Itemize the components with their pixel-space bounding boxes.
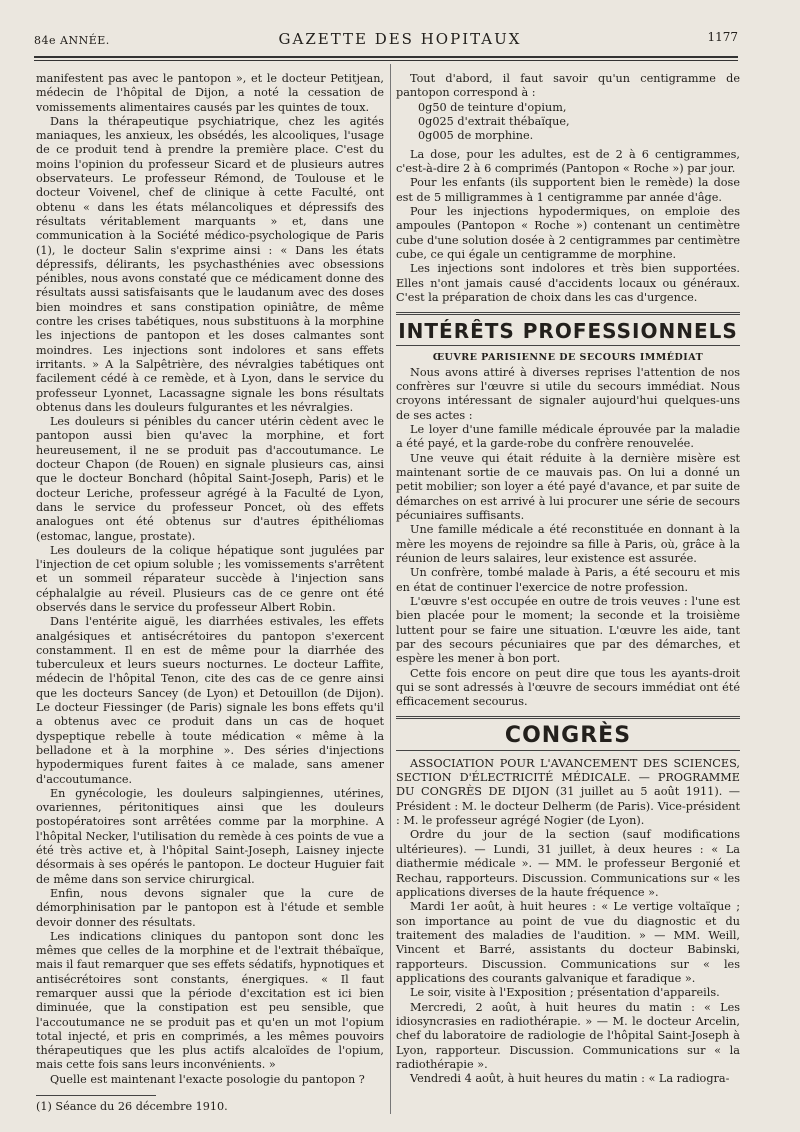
section-rule-thin (396, 345, 740, 346)
paragraph: Mardi 1er août, à huit heures : « Le vertige voltaïque ; son importance au point de vue du diagnostic et du traitement des maladies de l'audition. » — MM. Weill, Vincent et Barré, assistants du docteur Babinski, rapporteurs. Discussion. Communications sur « les applications des courants galvanique et faradique ». (396, 900, 740, 985)
paragraph: Pour les injections hypodermiques, on emploie des ampoules (Pantopon « Roche ») contenant un centimètre cube d'une solution dosée à 2 centigrammes par centimètre cube, ce qui égale un centigramme de morphine. (396, 205, 740, 262)
page-number: 1177 (707, 30, 738, 44)
header-year: 84e ANNÉE. (34, 34, 110, 47)
congress-lead: ASSOCIATION POUR L'AVANCEMENT DES SCIENCES, SECTION D'ÉLECTRICITÉ MÉDICALE. — PROGRAMME DU CONGRÈS DE DIJON (31 juillet au 5 août 1911). — Président : M. le docteur Delherm (de Paris). Vice-président : M. le professeur agrégé Nogier (de Lyon). (396, 756, 740, 828)
column-divider (390, 64, 391, 1114)
paragraph: Le soir, visite à l'Exposition ; présentation d'appareils. (410, 986, 720, 1000)
footnote: (1) Séance du 26 décembre 1910. (36, 1100, 228, 1114)
section-rule (396, 716, 740, 719)
paragraph: Nous avons attiré à diverses reprises l'attention de nos confrères sur l'œuvre si utile du secours immédiat. Nous croyons intéressant de signaler aujourd'hui quelques-uns de ses actes : (396, 365, 740, 422)
paragraph: Dans l'entérite aiguë, les diarrhées estivales, les effets analgésiques et antisécrétoires du pantopon s'exercent constamment. Il en est de même pour la diarrhée des tuberculeux et leurs sueurs nocturnes. Le docteur Laffite, médecin de l'hôpital Tenon, cite des cas de ce genre ainsi que les docteurs Sancey (de Lyon) et Detouillon (de Dijon). Le docteur Fiessinger (de Paris) signale les bons effets qu'il a obtenus avec ce produit dans un cas de hoquet dyspeptique rebelle à toute médication « même à la belladone et à la morphine ». Des séries d'injections hypodermiques furent faites à ce malade, sans amener d'accoutumance. (36, 615, 384, 786)
paragraph: L'œuvre s'est occupée en outre de trois veuves : l'une est bien placée pour le moment; la seconde et la troisième luttent pour se faire une situation. L'œuvre les aide, tant par des secours pécuniaires que par des démarches, et espère les mener à bon port. (396, 595, 740, 666)
paragraph: manifestent pas avec le pantopon », et le docteur Petitjean, médecin de l'hôpital de Dijon, a noté la cessation de vomissements alimentaires causés par les quintes de toux. (36, 72, 384, 114)
section-subtitle: ŒUVRE PARISIENNE DE SECOURS IMMÉDIAT (432, 351, 704, 363)
paragraph: Les douleurs de la colique hépatique sont jugulées par l'injection de cet opium soluble ; les vomissements s'arrêtent et un sommeil réparateur succède à l'injection sans céphalalgie au réveil. Plusieurs cas de ce genre ont été observés dans le service du professeur Albert Robin. (36, 543, 384, 614)
paragraph: Une veuve qui était réduite à la dernière misère est maintenant sortie de ce mauvais pas. On lui a donné un petit mobilier; son loyer a été payé d'avance, et par suite de démarches on est arrivé à lui procurer une série de secours pécuniaires suffisants. (396, 451, 740, 522)
dose-item: 0g005 de morphine. (418, 129, 534, 143)
section-rule-thin (396, 750, 740, 751)
dose-list (396, 101, 740, 144)
paragraph: Pour les enfants (ils supportent bien le remède) la dose est de 5 milligrammes à 1 centigramme par année d'âge. (396, 176, 740, 204)
paragraph: Les indications cliniques du pantopon sont donc les mêmes que celles de la morphine et de l'extrait thébaïque, mais il faut remarquer que ses effets sédatifs, hypnotiques et antisécrétoires sont constants, énergiques. « Il faut remarquer aussi que la période d'excitation est ici bien diminuée, que la constipation est peu sensible, que l'accoutumance ne se produit pas et qu'en un mot l'opium total injecté, et pris en comprimés, a les mêmes pouvoirs thérapeutiques que les plus actifs alcaloïdes de l'opium, mais cette fois sans leurs inconvénients. » (36, 929, 384, 1072)
paragraph: Dans la thérapeutique psychiatrique, chez les agités maniaques, les anxieux, les obsédés, les alcooliques, l'usage de ce produit tend à prendre la première place. C'est du moins l'opinion du professeur Sicard et de plusieurs autres observateurs. Le professeur Rémond, de Toulouse et le docteur Voivenel, chef de clinique à cette Faculté, ont obtenu « dans les états mélancoliques et dépressifs des résultats véritablement marquants » et, dans une communication à la Société médico-psychologique de Paris (1), le docteur Salin s'exprime ainsi : « Dans les états dépressifs, délirants, les psychasthénies avec obsessions pénibles, nous avons constaté que ce médicament donne des résultats aussi satisfaisants que le laudanum avec des doses bien moindres et sans constipation opiniâtre, de même contre les crises tabétiques, nous substituons à la morphine les injections de pantopon et les doses calmantes sont moindres. Les injections sont indolores et sans effets irritants. » A la Salpêtrière, des névralgies tabétiques ont facilement cédé à ce remède, et à Lyon, dans le service du professeur Lyonnet, Lacassagne signale les bons résultats obtenus dans les douleurs fulgurantes et les névralgies. (36, 114, 384, 414)
left-column (36, 72, 384, 1114)
header-rule-thin (34, 60, 738, 61)
dose-item: 0g025 d'extrait thébaïque, (418, 115, 570, 129)
paragraph: Mercredi, 2 août, à huit heures du matin : « Les idiosyncrasies en radiothérapie. » — M. le docteur Arcelin, chef du laboratoire de radiologie de l'hôpital Saint-Joseph à Lyon, rapporteur. Discussion. Communications sur « la radiothérapie ». (396, 1000, 740, 1071)
paragraph: Tout d'abord, il faut savoir qu'un centigramme de pantopon correspond à : (396, 72, 740, 100)
paragraph: Les injections sont indolores et très bien supportées. Elles n'ont jamais causé d'accidents locaux ou généraux. C'est la préparation de choix dans les cas d'urgence. (396, 262, 740, 305)
paragraph: Enfin, nous devons signaler que la cure de démorphinisation par le pantopon est à l'étude et semble devoir donner des résultats. (36, 886, 384, 929)
dose-item: 0g50 de teinture d'opium, (418, 100, 567, 114)
section-title: CONGRÈS (504, 722, 632, 748)
section-rule (396, 312, 740, 315)
paragraph: Cette fois encore on peut dire que tous les ayants-droit qui se sont adressés à l'œuvre de secours immédiat ont été efficacement secourus. (396, 666, 740, 709)
paragraph: Quelle est maintenant l'exacte posologie du pantopon ? (50, 1072, 365, 1086)
paragraph: Ordre du jour de la section (sauf modifications ultérieures). — Lundi, 31 juillet, à deux heures : « La diathermie médicale ». — MM. le professeur Bergonié et Rechau, rapporteurs. Discussion. Communications sur « les applications diverses de la haute fréquence ». (396, 828, 740, 899)
header-rule (34, 56, 738, 58)
paragraph: Vendredi 4 août, à huit heures du matin : « La radiogra- (410, 1072, 730, 1086)
masthead-title: GAZETTE DES HOPITAUX (278, 30, 522, 48)
section-title: INTÉRÊTS PROFESSIONNELS (398, 318, 738, 343)
paragraph: Le loyer d'une famille médicale éprouvée par la maladie a été payé, et la garde-robe du confrère renouvelée. (396, 422, 740, 451)
paragraph: Un confrère, tombé malade à Paris, a été secouru et mis en état de continuer l'exercice de notre profession. (396, 566, 740, 594)
paragraph: Les douleurs si pénibles du cancer utérin cèdent avec le pantopon aussi bien qu'avec la morphine, et fort heureusement, il ne se produit pas d'accoutumance. Le docteur Chapon (de Rouen) en signale plusieurs cas, ainsi que le docteur Bonchard (hôpital Saint-Joseph, Paris) et le docteur Leriche, professeur agrégé à la Faculté de Lyon, dans le service du professeur Poncet, où des effets analogues ont été obtenus sur d'autres épithéliomas (estomac, langue, prostate). (36, 415, 384, 543)
paragraph: La dose, pour les adultes, est de 2 à 6 centigrammes, c'est-à-dire 2 à 6 comprimés (Pantopon « Roche ») par jour. (396, 147, 740, 176)
paragraph: En gynécologie, les douleurs salpingiennes, utérines, ovariennes, péritonitiques ainsi que les douleurs postopératoires sont arrêtées comme par la morphine. A l'hôpital Necker, l'utilisation du remède à ces points de vue a été très active et, à l'hôpital Saint-Joseph, Laisney injecte désormais à ses opérés le pantopon. Le docteur Huguier fait de même dans son service chirurgical. (36, 786, 384, 886)
footnote-rule (36, 1095, 156, 1096)
right-column (396, 72, 740, 1087)
paragraph: Une famille médicale a été reconstituée en donnant à la mère les moyens de rejoindre sa fille à Paris, où, grâce à la réunion de leurs salaires, leur existence est assurée. (396, 523, 740, 565)
